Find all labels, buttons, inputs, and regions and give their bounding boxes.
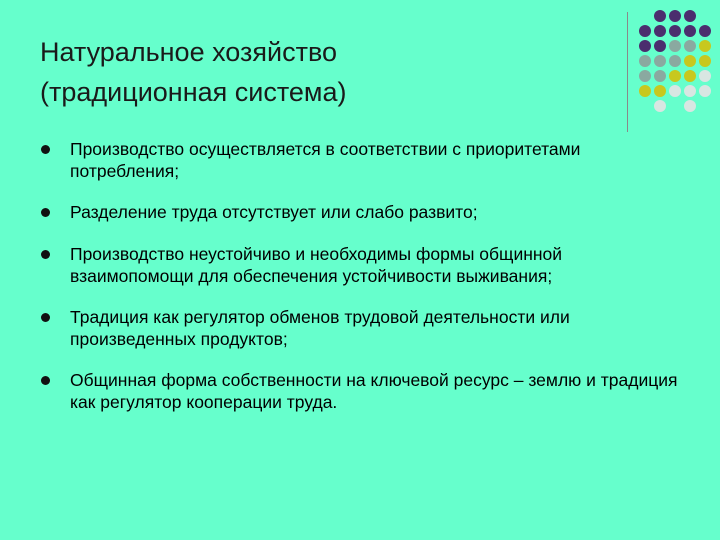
decorative-dot xyxy=(669,25,681,37)
decorative-dot xyxy=(654,70,666,82)
bullet-item xyxy=(40,201,690,223)
decorative-dot xyxy=(654,55,666,67)
decorative-dot xyxy=(639,55,651,67)
bullet-item xyxy=(40,306,690,350)
decorative-dot xyxy=(699,70,711,82)
decorative-dot xyxy=(684,85,696,97)
decorative-dot xyxy=(699,40,711,52)
bullet-dot-icon xyxy=(41,145,50,154)
decorative-dot xyxy=(669,55,681,67)
slide-title-line-1: Натуральное хозяйство xyxy=(40,37,337,67)
decorative-dot xyxy=(684,10,696,22)
decorative-dot xyxy=(699,85,711,97)
decorative-dot xyxy=(669,70,681,82)
decorative-dot xyxy=(669,10,681,22)
decorative-dot xyxy=(684,55,696,67)
decorative-dot xyxy=(639,85,651,97)
decorative-dot xyxy=(639,40,651,52)
decorative-dot xyxy=(654,25,666,37)
decorative-dot xyxy=(654,85,666,97)
bullet-text: Общинная форма собственности на ключевой ресурс – землю и традиция как регулятор кооперации труда. xyxy=(70,370,678,412)
bullet-text: Производство неустойчиво и необходимы формы общинной взаимопомощи для обеспечения устойчивости выживания; xyxy=(70,244,563,286)
title-divider-line xyxy=(627,12,628,132)
decorative-dot xyxy=(684,40,696,52)
slide-title-line-2: (традиционная система) xyxy=(40,77,347,107)
decorative-dot xyxy=(654,10,666,22)
bullet-text: Традиция как регулятор обменов трудовой деятельности или произведенных продуктов; xyxy=(70,307,570,349)
decorative-dot xyxy=(654,100,666,112)
decorative-dot xyxy=(684,25,696,37)
slide-title xyxy=(40,32,600,112)
bullet-list xyxy=(40,138,690,432)
decorative-dot xyxy=(684,70,696,82)
bullet-dot-icon xyxy=(41,376,50,385)
bullet-dot-icon xyxy=(41,313,50,322)
bullet-text: Производство осуществляется в соответствии с приоритетами потребления; xyxy=(70,139,581,181)
bullet-item xyxy=(40,369,690,413)
bullet-item xyxy=(40,243,690,287)
decorative-dot xyxy=(654,40,666,52)
decorative-dot xyxy=(639,70,651,82)
decorative-dot xyxy=(684,100,696,112)
bullet-item xyxy=(40,138,690,182)
decorative-dot-grid xyxy=(639,10,711,120)
bullet-dot-icon xyxy=(41,250,50,259)
decorative-dot xyxy=(699,55,711,67)
decorative-dot xyxy=(639,25,651,37)
bullet-text: Разделение труда отсутствует или слабо развито; xyxy=(70,202,478,222)
decorative-dot xyxy=(669,85,681,97)
decorative-dot xyxy=(699,25,711,37)
decorative-dot xyxy=(669,40,681,52)
bullet-dot-icon xyxy=(41,208,50,217)
